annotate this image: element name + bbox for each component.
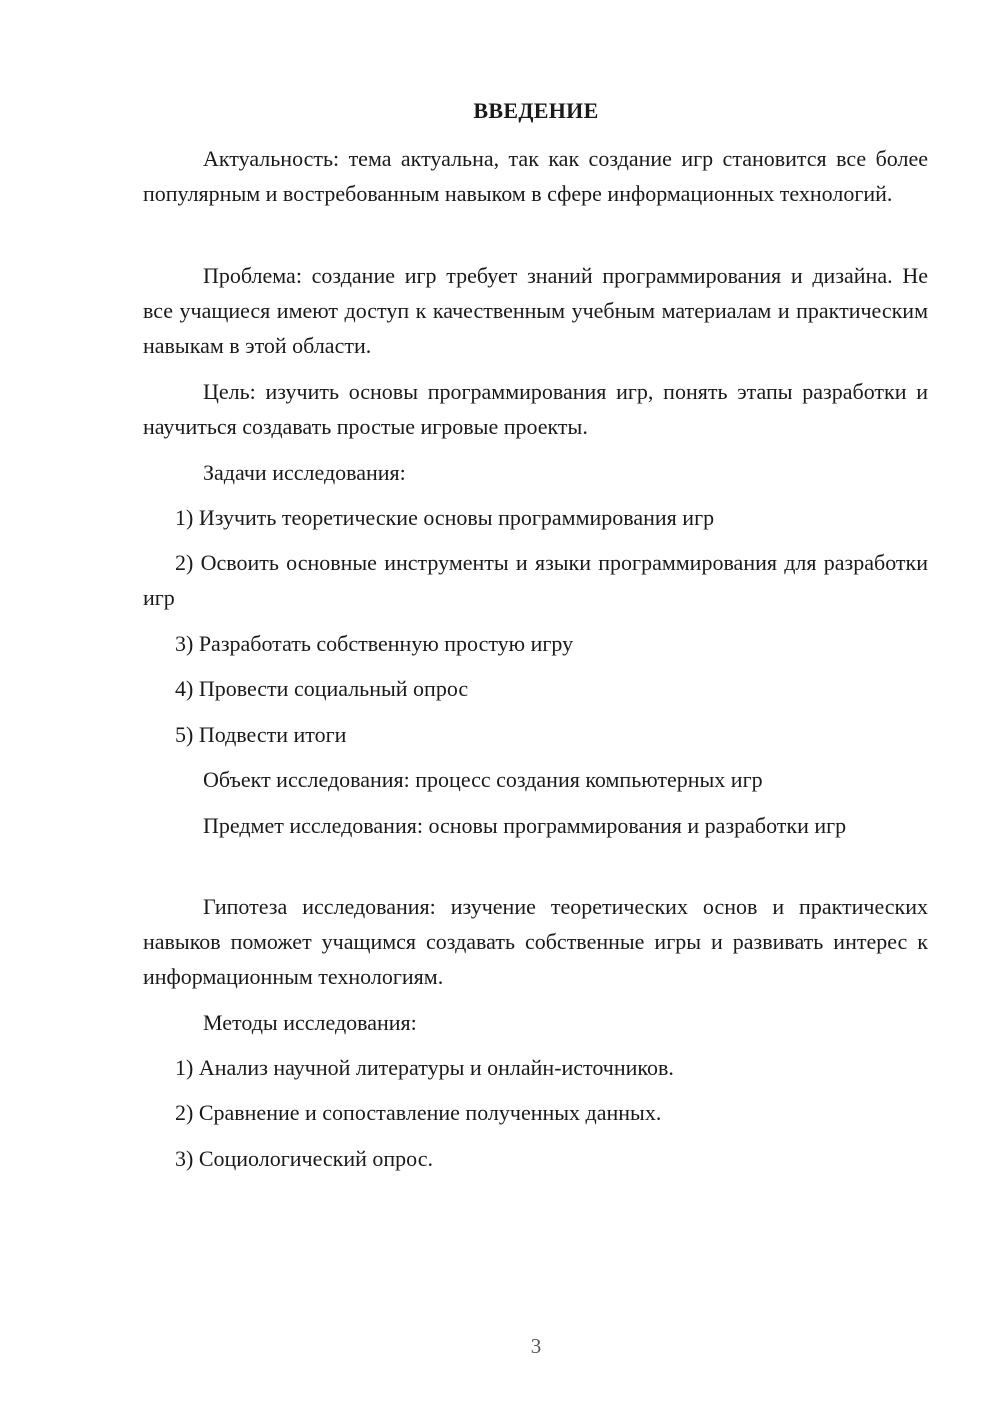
task-item-3: 3) Разработать собственную простую игру [175, 631, 574, 656]
method-item-2: 2) Сравнение и сопоставление полученных данных. [175, 1100, 662, 1125]
method-item-1: 1) Анализ научной литературы и онлайн-источников. [175, 1055, 674, 1080]
page-number: 3 [530, 1334, 542, 1358]
task-item-1: 1) Изучить теоретические основы программирования игр [175, 505, 715, 530]
task-item-4: 4) Провести социальный опрос [175, 676, 469, 701]
methods-heading: Методы исследования: [203, 1010, 417, 1035]
relevance-paragraph: Актуальность: тема актуальна, так как создание игр становится все более популярным и востребованным навыком в сфере информационных технологий. [143, 146, 928, 206]
goal-paragraph: Цель: изучить основы программирования игр, понять этапы разработки и научиться создавать простые игровые проекты. [143, 379, 928, 439]
method-item-3: 3) Социологический опрос. [175, 1146, 433, 1171]
subject-paragraph: Предмет исследования: основы программирования и разработки игр [203, 813, 847, 838]
section-heading: ВВЕДЕНИЕ [473, 98, 599, 123]
hypothesis-paragraph: Гипотеза исследования: изучение теоретических основ и практических навыков поможет учащимся создавать собственные игры и развивать интерес к информационным технологиям. [143, 894, 928, 989]
task-item-2: 2) Освоить основные инструменты и языки программирования для разработки игр [143, 550, 928, 610]
task-item-5: 5) Подвести итоги [175, 722, 347, 747]
tasks-heading: Задачи исследования: [203, 460, 406, 485]
object-paragraph: Объект исследования: процесс создания компьютерных игр [203, 767, 763, 792]
problem-paragraph: Проблема: создание игр требует знаний программирования и дизайна. Не все учащиеся имеют доступ к качественным учебным материалам и практическим навыкам в этой области. [143, 263, 928, 358]
